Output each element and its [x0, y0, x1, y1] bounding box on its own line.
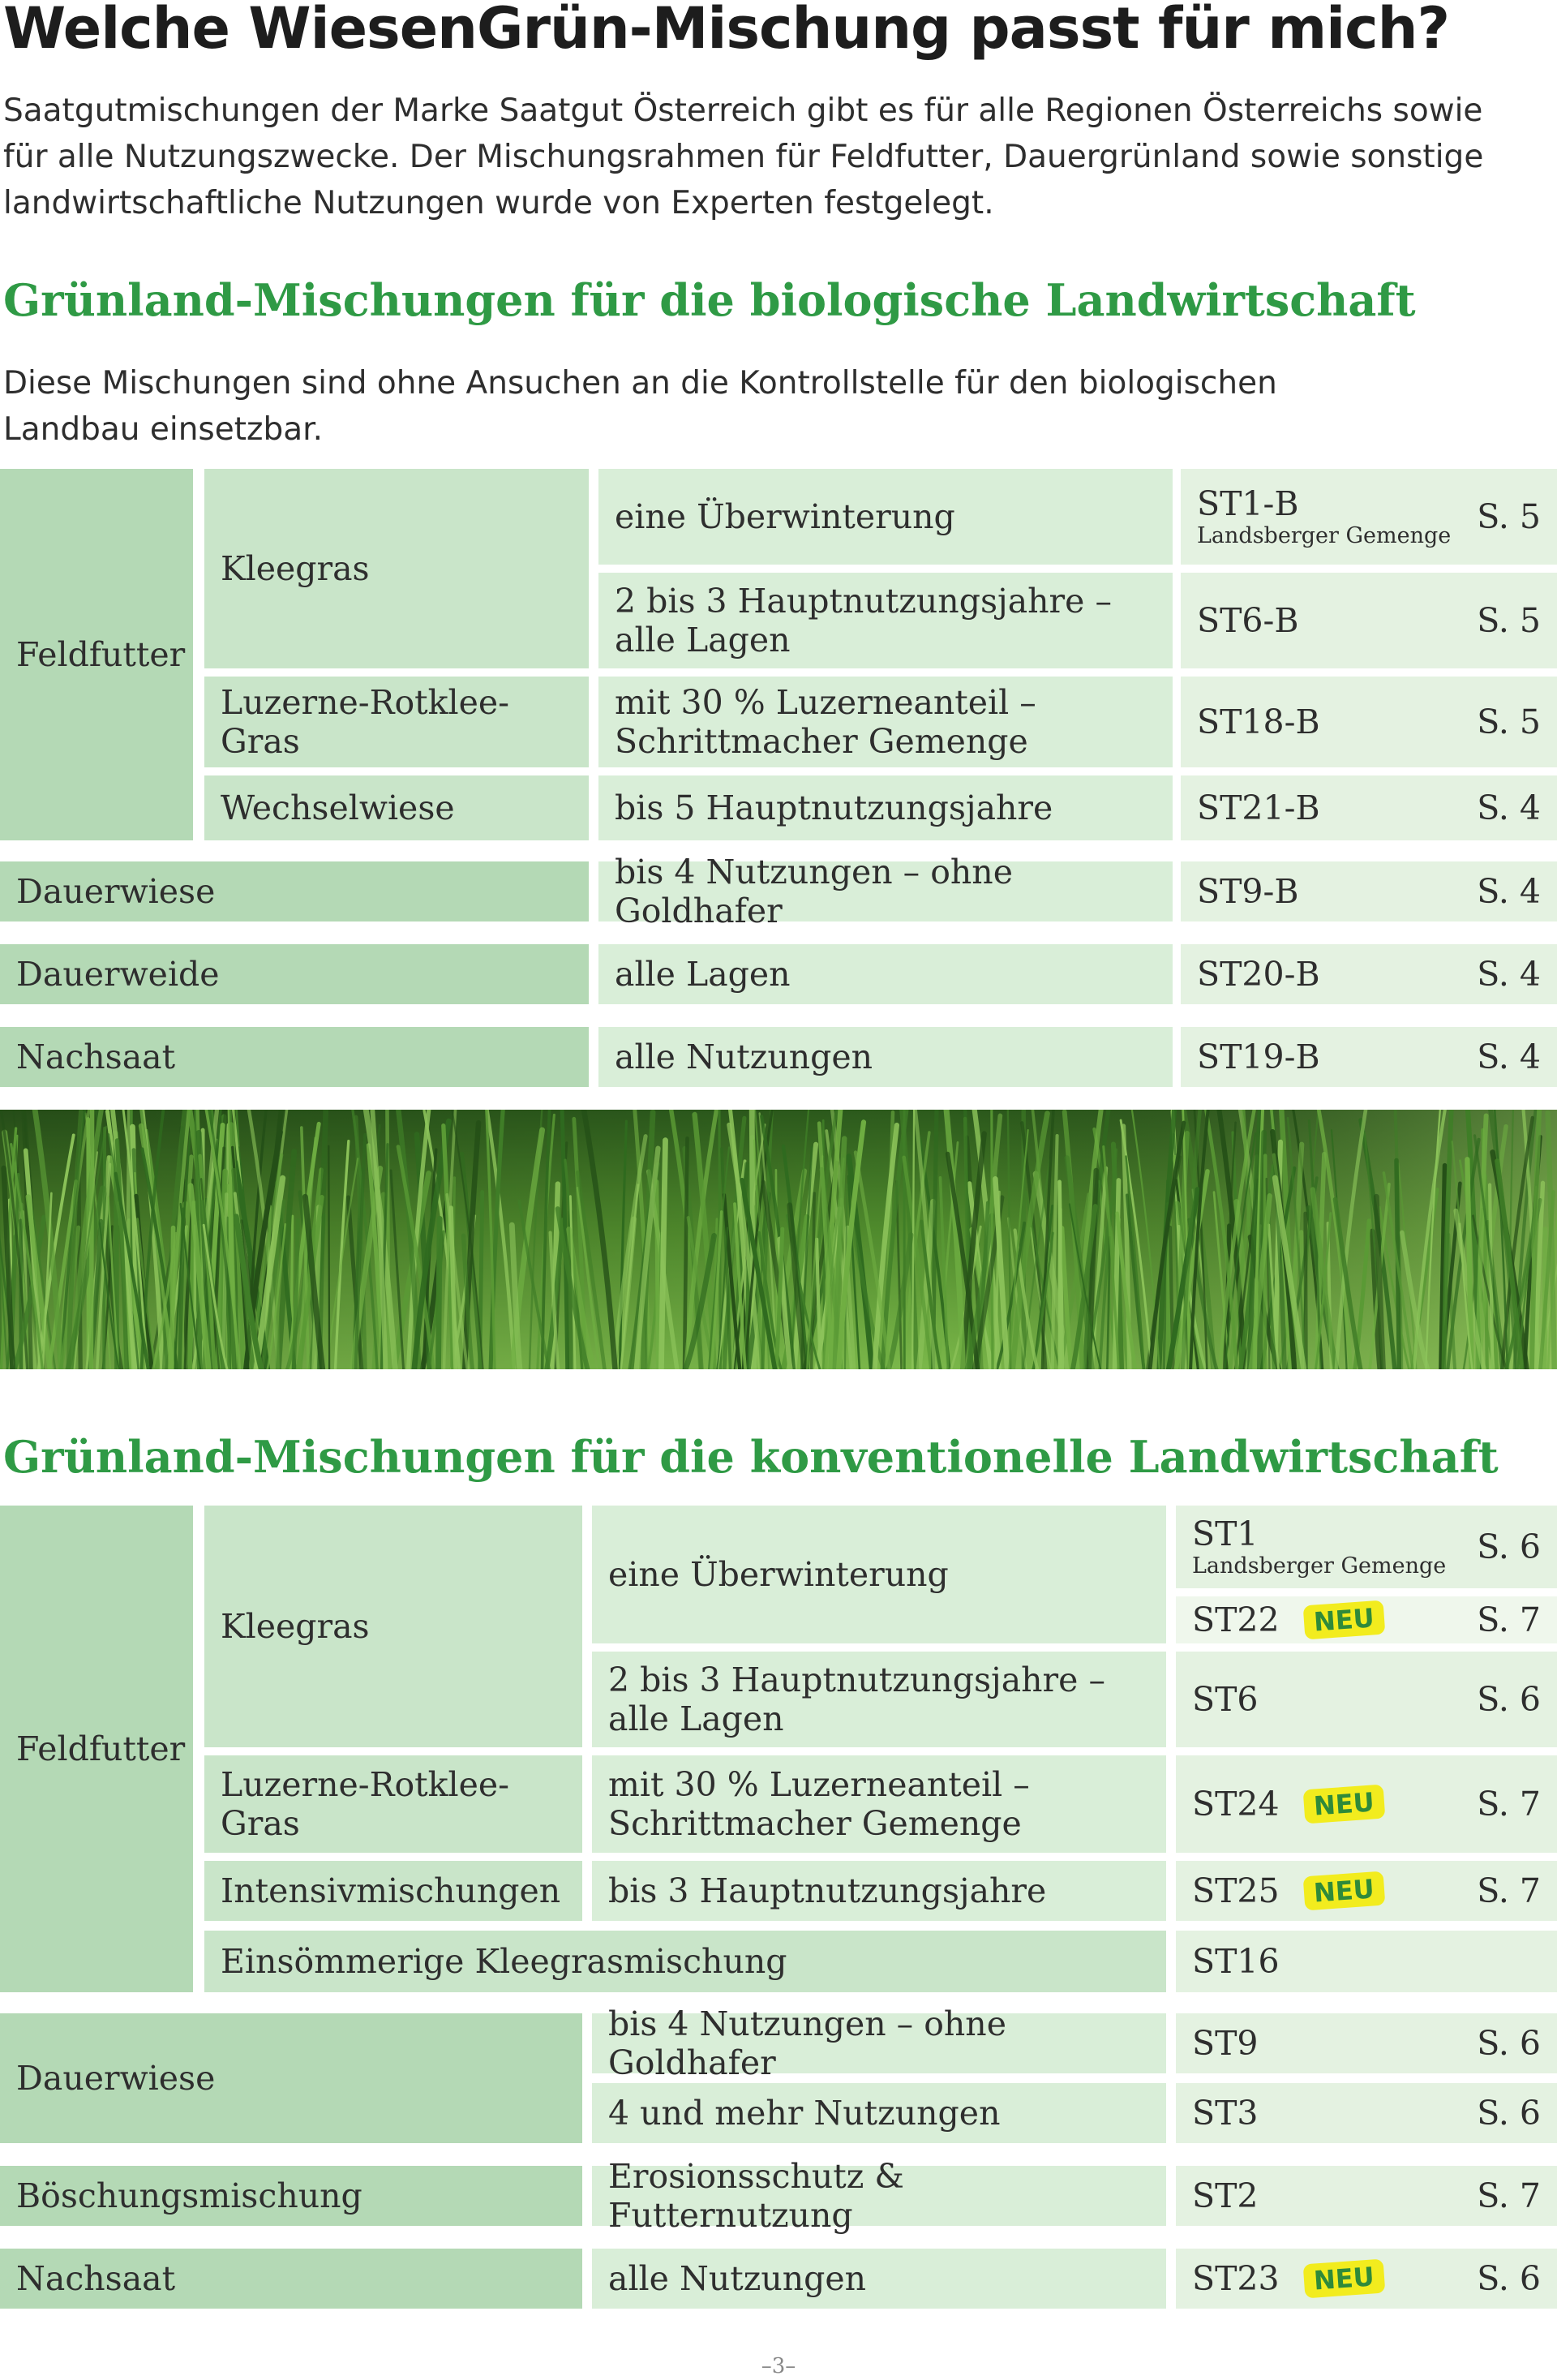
page-ref: S. 6 — [1477, 2024, 1541, 2063]
bio-code-row — [1181, 944, 1557, 1004]
mix-code: ST9 — [1192, 2024, 1259, 2063]
bio-code-row — [1181, 677, 1557, 767]
bio-cat-dauerweide: Dauerweide — [0, 944, 589, 1004]
conv-cat-dauerwiese: Dauerwiese — [0, 2013, 582, 2143]
intro-text: Saatgutmischungen der Marke Saatgut Österreich gibt es für alle Regionen Österreichs sowie für alle Nutzungszwecke. Der Mischungsrahmen für Feldfutter, Dauergrünland sowie sonstige landwirtschaftliche Nutzungen wurde von Experten festgelegt. — [3, 92, 1484, 221]
conv-code-row — [1176, 2166, 1557, 2226]
conv-code-row — [1176, 2083, 1557, 2143]
conv-use: bis 3 Hauptnutzungsjahre — [592, 1861, 1166, 1921]
mix-code: ST16 — [1192, 1942, 1280, 1981]
mix-note: Landsberger Gemenge — [1197, 523, 1452, 548]
conv-heading: Grünland-Mischungen für die konventionelle Landwirtschaft — [3, 1431, 1499, 1483]
page-ref: S. 4 — [1477, 872, 1541, 911]
bio-use: 2 bis 3 Hauptnutzungsjahre – alle Lagen — [598, 573, 1173, 668]
grass-blade — [657, 1182, 658, 1369]
page-ref: S. 6 — [1477, 2259, 1541, 2298]
grass-blade — [992, 1110, 993, 1369]
page-ref: S. 5 — [1477, 702, 1541, 741]
mix-code: ST9-B — [1197, 872, 1299, 911]
bio-cat-dauerwiese: Dauerwiese — [0, 861, 589, 921]
bio-use: alle Nutzungen — [598, 1027, 1173, 1087]
page-ref: S. 5 — [1477, 601, 1541, 640]
grass-photo — [0, 1110, 1557, 1369]
bio-heading: Grünland-Mischungen für die biologische Landwirtschaft — [3, 274, 1416, 326]
conv-subcat-intensiv: Intensivmischungen — [204, 1861, 582, 1921]
neu-badge: NEU — [1302, 1871, 1384, 1911]
neu-badge: NEU — [1302, 2259, 1384, 2299]
mix-code: ST23 — [1192, 2259, 1280, 2298]
bio-code-row — [1181, 861, 1557, 921]
bio-use: bis 4 Nutzungen – ohne Goldhafer — [598, 861, 1173, 921]
grass-blade — [328, 1146, 329, 1369]
mix-code: ST22 — [1192, 1600, 1280, 1639]
bio-use: eine Überwinterung — [598, 469, 1173, 565]
page-ref: S. 4 — [1477, 788, 1541, 827]
bio-code-row — [1181, 573, 1557, 668]
conv-use: alle Nutzungen — [592, 2249, 1166, 2309]
mix-code: ST19-B — [1197, 1037, 1320, 1076]
page-ref: S. 7 — [1477, 1600, 1541, 1639]
conv-use: bis 4 Nutzungen – ohne Goldhafer — [592, 2013, 1166, 2073]
conv-code-row — [1176, 1931, 1557, 1992]
page-ref: S. 4 — [1477, 955, 1541, 994]
mix-code: ST1-B — [1197, 484, 1299, 523]
mix-code: ST6 — [1192, 1680, 1259, 1719]
mix-code: ST21-B — [1197, 788, 1320, 827]
mix-code: ST2 — [1192, 2176, 1259, 2215]
conv-code-row — [1176, 2013, 1557, 2073]
conv-code-row — [1176, 1596, 1557, 1643]
conv-use: 4 und mehr Nutzungen — [592, 2083, 1166, 2143]
conv-subcat-kleegras: Kleegras — [204, 1506, 582, 1747]
page-ref: S. 5 — [1477, 497, 1541, 536]
grass-blade — [91, 1110, 92, 1369]
conv-code-row — [1176, 1755, 1557, 1853]
conv-cat-nachsaat: Nachsaat — [0, 2249, 582, 2309]
bio-use: mit 30 % Luzerneanteil – Schrittmacher Gemenge — [598, 677, 1173, 767]
conv-code-row — [1176, 1506, 1557, 1588]
bio-cat-feldfutter: Feldfutter — [0, 469, 193, 840]
neu-badge: NEU — [1302, 1785, 1384, 1824]
page-ref: S. 6 — [1477, 1680, 1541, 1719]
page-number: –3– — [761, 2354, 796, 2378]
neu-badge: NEU — [1302, 1600, 1384, 1640]
page-ref: S. 6 — [1477, 1527, 1541, 1566]
conv-code-row — [1176, 2249, 1557, 2309]
conv-subcat-einsoemmerig: Einsömmerige Kleegrasmischung — [204, 1931, 1166, 1992]
bio-subcat-luzerne: Luzerne-Rotklee-Gras — [204, 677, 589, 767]
mix-note: Landsberger Gemenge — [1192, 1553, 1447, 1579]
page-ref: S. 7 — [1477, 1785, 1541, 1824]
conv-cat-feldfutter: Feldfutter — [0, 1506, 193, 1992]
conv-use: 2 bis 3 Hauptnutzungsjahre – alle Lagen — [592, 1652, 1166, 1747]
mix-code: ST25 — [1192, 1871, 1280, 1910]
conv-code-row — [1176, 1652, 1557, 1747]
page-title: Welche WiesenGrün-Mischung passt für mich? — [3, 0, 1450, 62]
mix-code: ST1 — [1192, 1514, 1259, 1553]
bio-code-row — [1181, 1027, 1557, 1087]
grass-blade — [171, 1228, 173, 1370]
conv-use: Erosionsschutz & Futternutzung — [592, 2166, 1166, 2226]
conv-use: mit 30 % Luzerneanteil – Schrittmacher Gemenge — [592, 1755, 1166, 1853]
conv-code-row — [1176, 1861, 1557, 1921]
bio-subcat-wechselwiese: Wechselwiese — [204, 775, 589, 840]
mix-code: ST24 — [1192, 1785, 1280, 1824]
conv-cat-boeschung: Böschungsmischung — [0, 2166, 582, 2226]
bio-use: bis 5 Hauptnutzungsjahre — [598, 775, 1173, 840]
page-ref: S. 7 — [1477, 2176, 1541, 2215]
conv-subcat-luzerne: Luzerne-Rotklee-Gras — [204, 1755, 582, 1853]
mix-code: ST20-B — [1197, 955, 1320, 994]
mix-code: ST3 — [1192, 2094, 1259, 2133]
page-ref: S. 6 — [1477, 2094, 1541, 2133]
bio-subtext: Diese Mischungen sind ohne Ansuchen an die Kontrollstelle für den biologischen Landbau einsetzbar. — [3, 365, 1277, 448]
bio-subcat-kleegras: Kleegras — [204, 469, 589, 668]
page-ref: S. 4 — [1477, 1037, 1541, 1076]
bio-use: alle Lagen — [598, 944, 1173, 1004]
mix-code: ST18-B — [1197, 702, 1320, 741]
mix-code: ST6-B — [1197, 601, 1299, 640]
bio-code-row — [1181, 469, 1557, 565]
bio-cat-nachsaat: Nachsaat — [0, 1027, 589, 1087]
bio-code-row — [1181, 775, 1557, 840]
page-ref: S. 7 — [1477, 1871, 1541, 1910]
conv-use: eine Überwinterung — [592, 1506, 1166, 1643]
